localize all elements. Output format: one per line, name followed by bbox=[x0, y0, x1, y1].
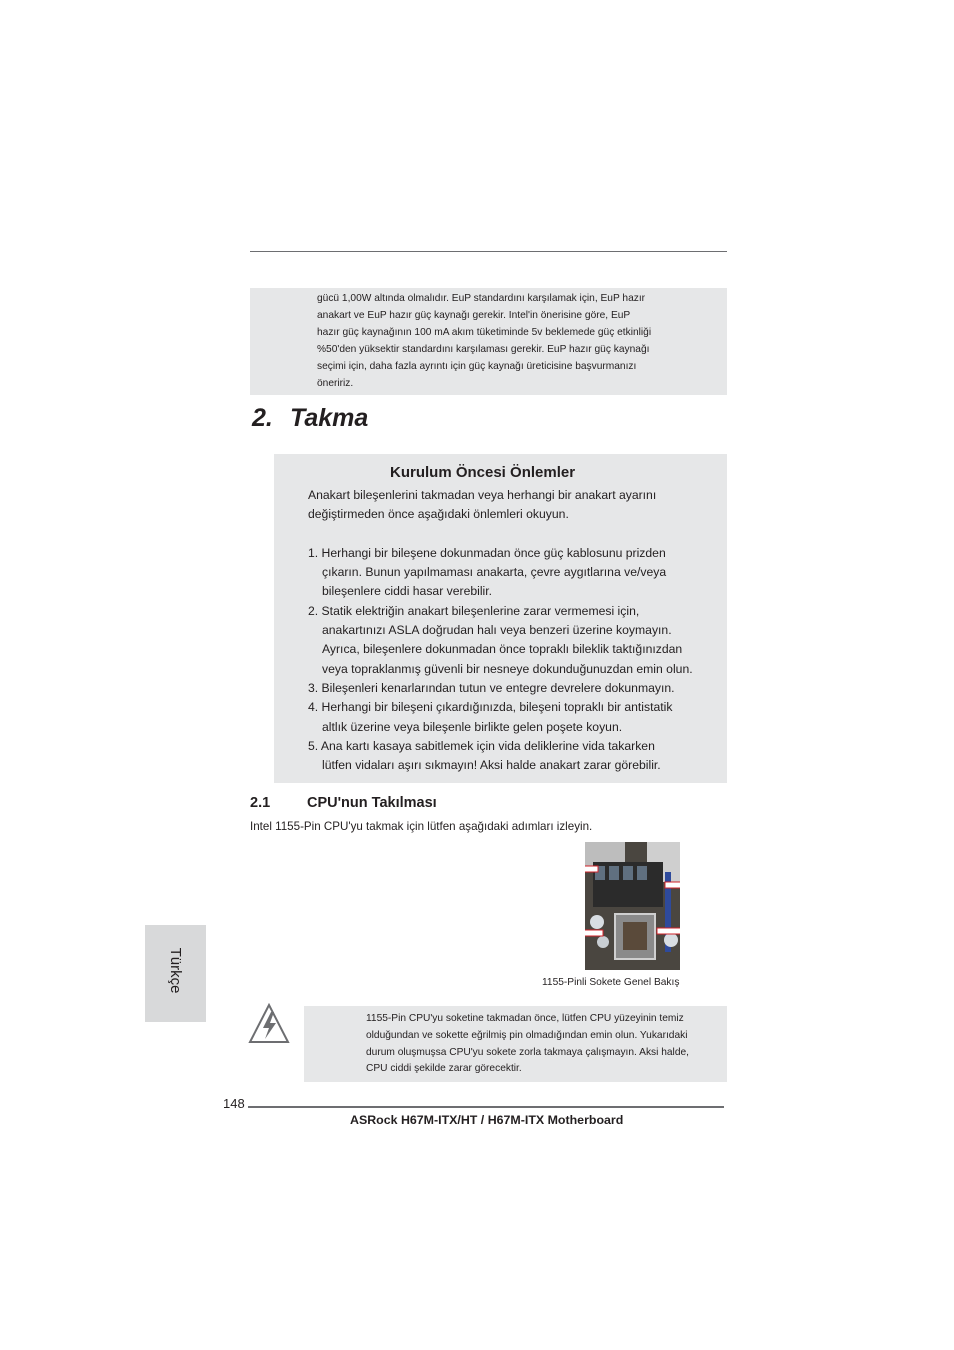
eup-note-text bbox=[317, 291, 722, 392]
intro-text: Intel 1155-Pin CPU'yu takmak için lütfen aşağıdaki adımları izleyin. bbox=[250, 820, 593, 833]
note-line: öneririz. bbox=[317, 377, 354, 389]
precautions-body bbox=[308, 486, 723, 775]
note-line: hazır güç kaynağının 100 mA akım tüketiminde 5v beklemede güç etkinliği bbox=[317, 326, 652, 338]
footer-model: ASRock H67M-ITX/HT / H67M-ITX Motherboard bbox=[350, 1113, 624, 1127]
cpu-socket-photo bbox=[585, 842, 680, 970]
language-side-label: Türkçe bbox=[167, 947, 184, 994]
precaution-line: 5. Ana kartı kasaya sabitlemek için vida deliklerine vida takarken bbox=[308, 738, 655, 753]
precautions-heading: Kurulum Öncesi Önlemler bbox=[390, 464, 576, 481]
subsection-number: 2.1 bbox=[250, 795, 271, 811]
precaution-line: 1. Herhangi bir bileşene dokunmadan önce güç kablosunu prizden bbox=[308, 545, 666, 560]
note-line: %50'den yüksektir standardını karşılaması gerekir. EuP hazır güç kaynağı bbox=[317, 343, 650, 355]
section-number: 2. bbox=[252, 404, 273, 432]
section-title-text: Takma bbox=[290, 404, 369, 432]
warning-line: durum oluşmuşsa CPU'yu sokete zorla takmaya çalışmayın. Aksi halde, bbox=[366, 1046, 689, 1058]
precaution-line: 4. Herhangi bir bileşeni çıkardığınızda, bileşeni topraklı bir antistatik bbox=[308, 700, 673, 715]
precaution-line: 3. Bileşenleri kenarlarından tutun ve entegre devrelere dokunmayın. bbox=[308, 680, 675, 695]
precaution-line: bileşenlere ciddi hasar verebilir. bbox=[322, 584, 493, 599]
precaution-line: anakartınızı ASLA doğrudan halı veya benzeri üzerine koymayın. bbox=[322, 623, 672, 638]
precaution-line: çıkarın. Bunun yapılmaması anakarta, çevre aygıtlarına ve/veya bbox=[322, 565, 667, 580]
page-number: 148 bbox=[223, 1096, 245, 1111]
warning-triangle-icon bbox=[248, 1003, 290, 1045]
bottom-rule bbox=[248, 1106, 724, 1108]
note-line: anakart ve EuP hazır güç kaynağı gerekir. Intel'in önerisine göre, EuP bbox=[317, 309, 631, 321]
warning-line: olduğundan ve sokette eğrilmiş pin olmadığından emin olun. Yukarıdaki bbox=[366, 1029, 688, 1041]
photo-caption: 1155-Pinli Sokete Genel Bakış bbox=[542, 977, 680, 988]
section-title bbox=[252, 404, 368, 433]
precaution-line: veya topraklanmış güvenli bir nesneye dokunduğunuzdan emin olun. bbox=[322, 661, 693, 676]
note-line: gücü 1,00W altında olmalıdır. EuP standardını karşılamak için, EuP hazır bbox=[317, 293, 646, 304]
precautions-intro-line: değiştirmeden önce aşağıdaki önlemleri okuyun. bbox=[308, 507, 569, 522]
socket-illustration bbox=[585, 842, 680, 970]
precaution-line: 2. Statik elektriğin anakart bileşenlerine zarar vermemesi için, bbox=[308, 603, 640, 618]
precautions-intro-line: Anakart bileşenlerini takmadan veya herhangi bir anakart ayarını bbox=[308, 488, 657, 502]
subsection-title bbox=[250, 795, 437, 811]
precaution-line: lütfen vidaları aşırı sıkmayın! Aksi halde anakart zarar görebilir. bbox=[322, 758, 661, 773]
warning-line: CPU ciddi şekilde zarar görecektir. bbox=[366, 1063, 522, 1075]
warning-line: 1155-Pin CPU'yu soketine takmadan önce, lütfen CPU yüzeyinin temiz bbox=[366, 1013, 684, 1024]
precaution-line: Ayrıca, bileşenlere dokunmadan önce topraklı bileklik taktığınızdan bbox=[322, 642, 683, 657]
note-line: seçimi için, daha fazla ayrıntı için güç kaynağı üreticisine başvurmanızı bbox=[317, 360, 637, 372]
warning-text bbox=[366, 1011, 724, 1078]
top-rule bbox=[250, 251, 727, 252]
subsection-title-text: CPU'nun Takılması bbox=[307, 795, 437, 811]
precaution-line: altlık üzerine veya bileşenle birlikte gelen poşete koyun. bbox=[322, 719, 623, 734]
